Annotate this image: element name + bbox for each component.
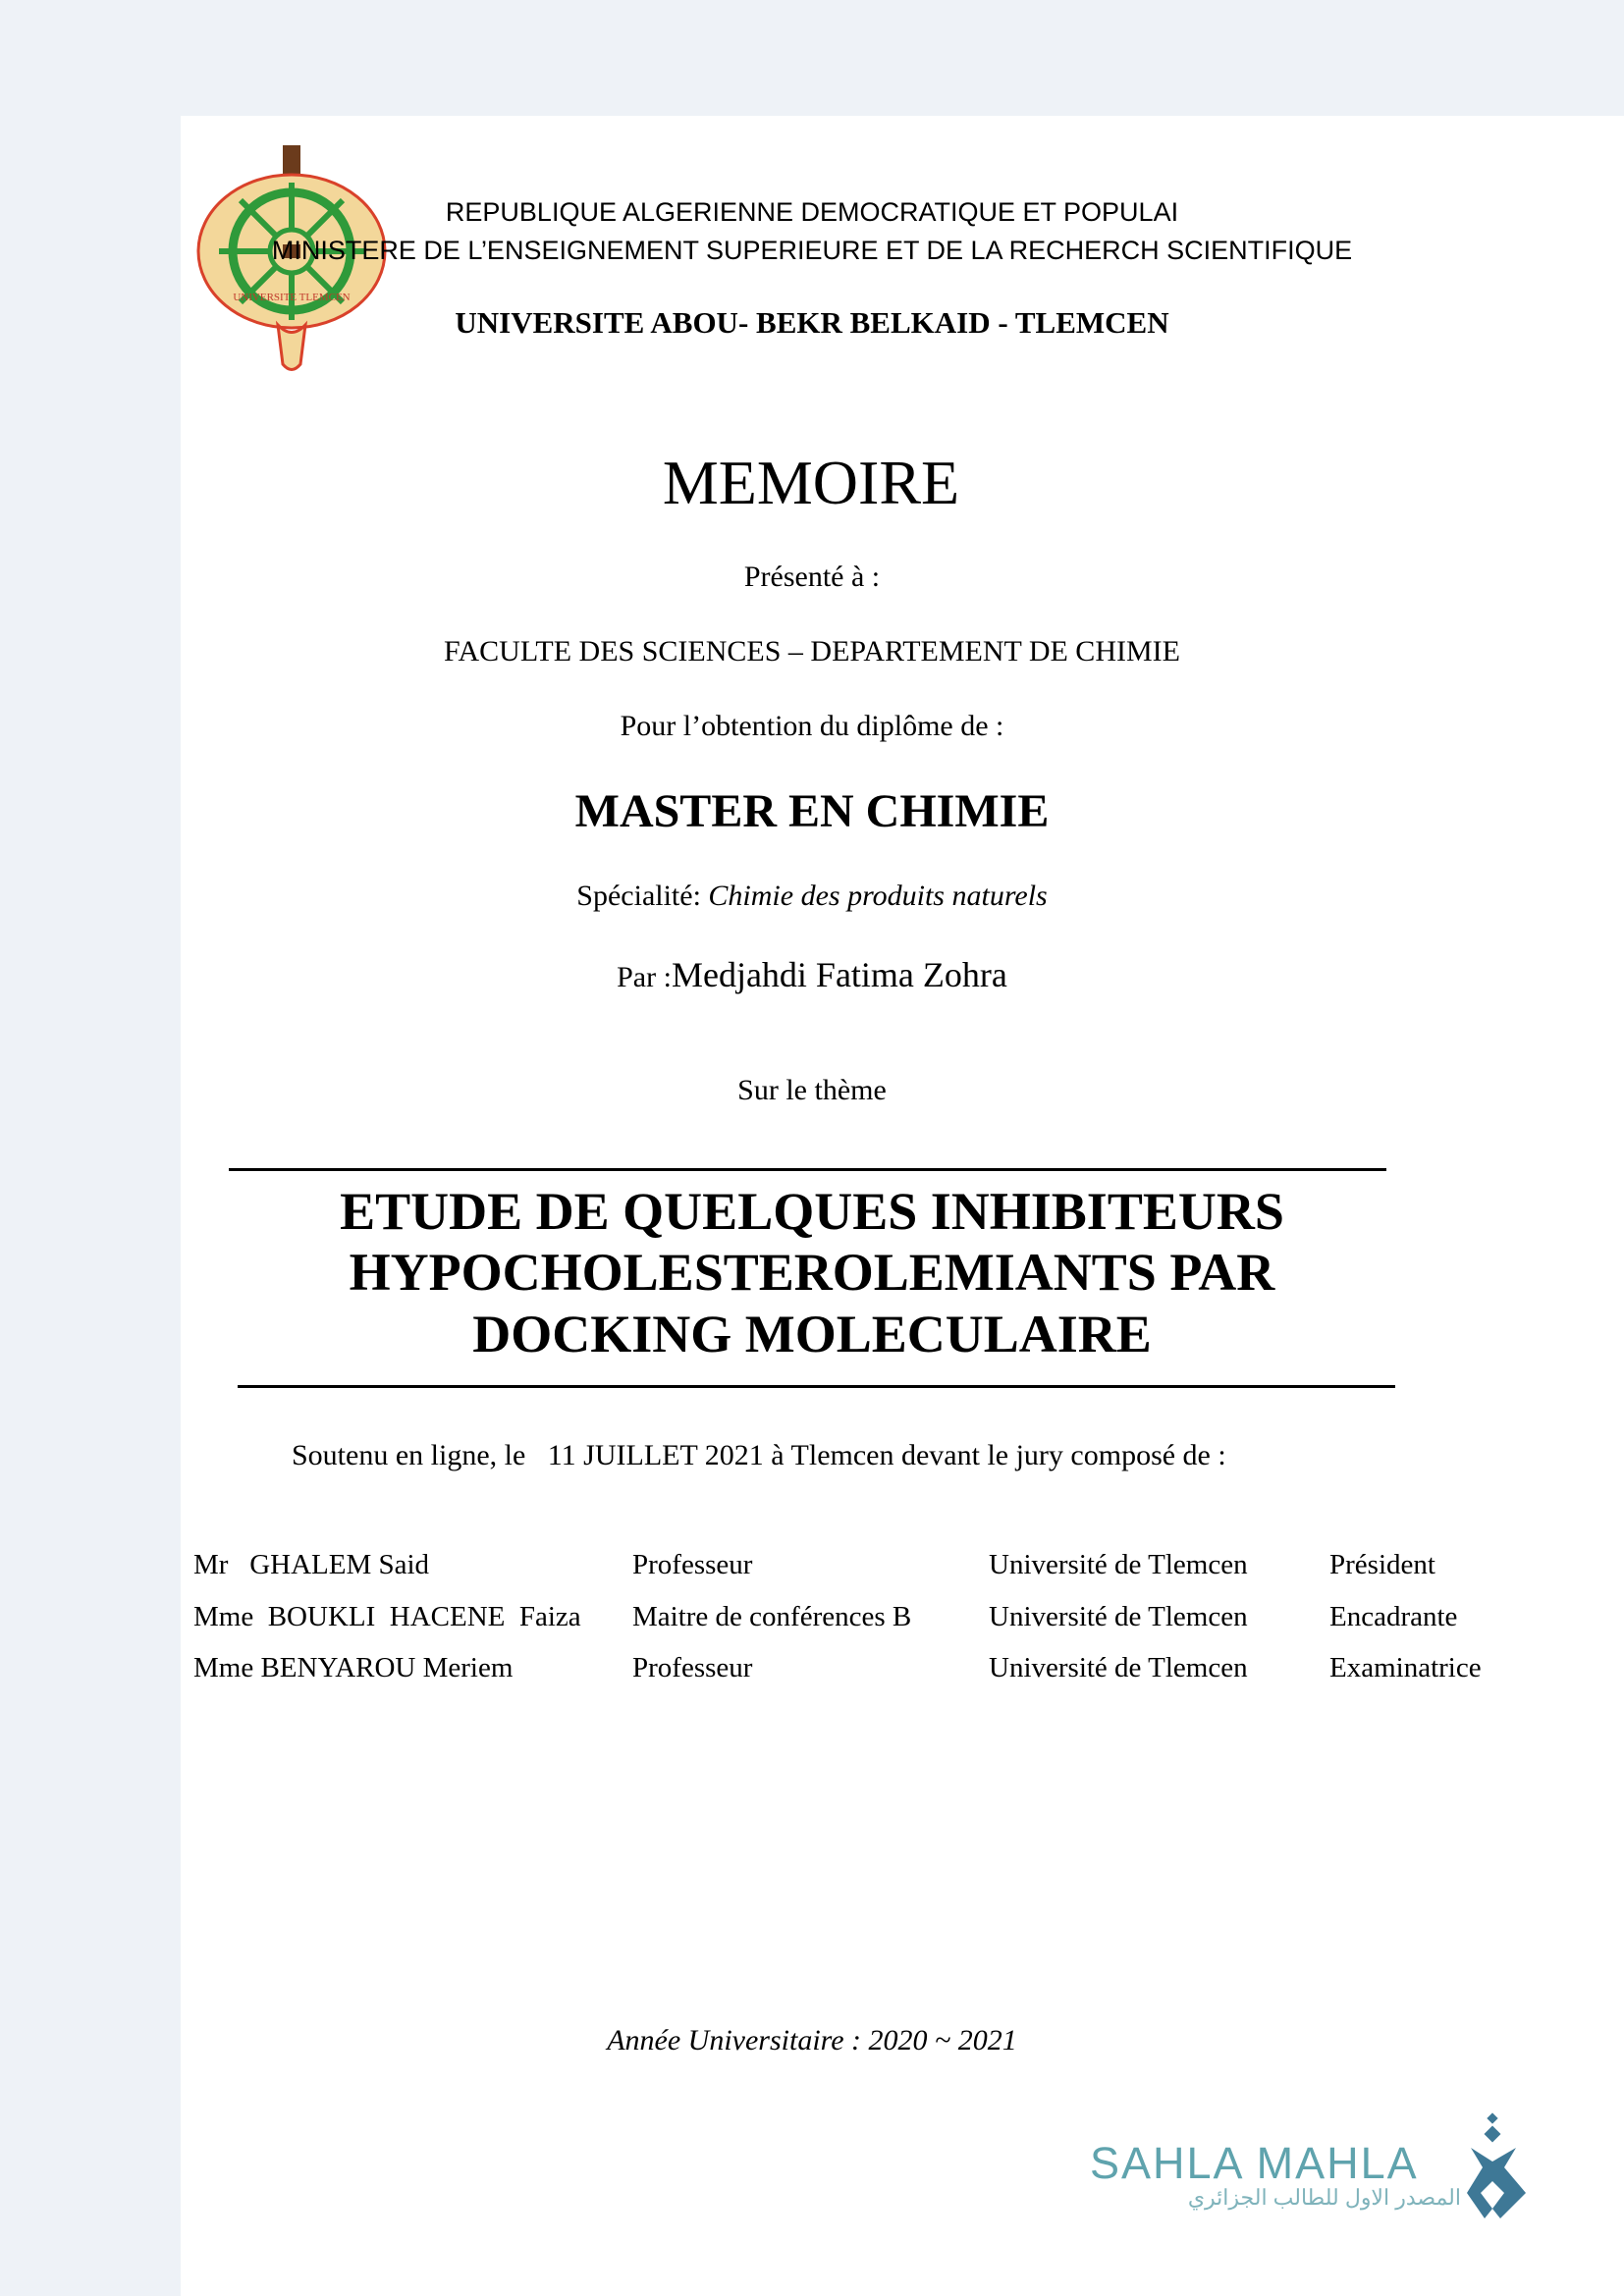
thesis-title-line-3: DOCKING MOLECULAIRE bbox=[472, 1305, 1152, 1363]
republic-heading: REPUBLIQUE ALGERIENNE DEMOCRATIQUE ET POPULAI bbox=[445, 197, 1179, 227]
jury-name: Mr GHALEM Said bbox=[193, 1549, 430, 1580]
jury-role: Encadrante bbox=[1329, 1601, 1458, 1632]
jury-grade: Maitre de conférences B bbox=[632, 1601, 912, 1632]
jury-institution: Université de Tlemcen bbox=[989, 1549, 1248, 1580]
obtention-label: Pour l’obtention du diplôme de : bbox=[620, 710, 1004, 742]
sahla-mahla-logo bbox=[1088, 2112, 1530, 2222]
title-rule-top bbox=[229, 1168, 1386, 1171]
jury-institution: Université de Tlemcen bbox=[989, 1601, 1248, 1632]
thesis-title-line-2: HYPOCHOLESTEROLEMIANTS PAR bbox=[349, 1243, 1275, 1302]
author bbox=[0, 957, 1624, 992]
author-label: Par : bbox=[617, 961, 672, 993]
brand-tagline: المصدر الاول للطالب الجزائري bbox=[1187, 2185, 1461, 2210]
document-type bbox=[0, 448, 1624, 517]
degree: MASTER EN CHIMIE bbox=[574, 785, 1050, 837]
author-name: Medjahdi Fatima Zohra bbox=[671, 955, 1007, 994]
jury-grade: Professeur bbox=[632, 1549, 753, 1580]
jury-grade: Professeur bbox=[632, 1652, 753, 1683]
jury-role: Président bbox=[1329, 1549, 1435, 1580]
speciality-value: Chimie des produits naturels bbox=[708, 880, 1048, 912]
jury-role: Examinatrice bbox=[1329, 1652, 1482, 1683]
defense-statement: Soutenu en ligne, le 11 JUILLET 2021 à Tlemcen devant le jury composé de : bbox=[292, 1439, 1226, 1471]
speciality bbox=[0, 881, 1624, 911]
presented-to: Présenté à : bbox=[743, 561, 881, 593]
jury-name: Mme BENYAROU Meriem bbox=[193, 1652, 514, 1683]
thesis-title-line-1: ETUDE DE QUELQUES INHIBITEURS bbox=[340, 1182, 1284, 1241]
faculty: FACULTE DES SCIENCES – DEPARTEMENT DE CHIMIE bbox=[444, 635, 1180, 667]
brand-name: SAHLA MAHLA bbox=[1090, 2138, 1419, 2188]
document-type-text: MEMOIRE bbox=[662, 448, 960, 517]
jury-name: Mme BOUKLI HACENE Faiza bbox=[193, 1601, 581, 1632]
speciality-label: Spécialité: bbox=[576, 880, 709, 912]
jury-institution: Université de Tlemcen bbox=[989, 1652, 1248, 1683]
svg-text:UNIVERSITE TLEMCEN: UNIVERSITE TLEMCEN bbox=[233, 292, 351, 303]
theme-label: Sur le thème bbox=[737, 1074, 887, 1106]
university-name: UNIVERSITE ABOU- BEKR BELKAID - TLEMCEN bbox=[455, 305, 1169, 340]
title-rule-bottom bbox=[238, 1385, 1395, 1388]
ministry-heading: MINISTERE DE L’ENSEIGNEMENT SUPERIEURE ET DE LA RECHERCH SCIENTIFIQUE bbox=[271, 236, 1353, 265]
academic-year: Année Universitaire : 2020 ~ 2021 bbox=[607, 2024, 1017, 2056]
calligraphy-icon bbox=[1465, 2112, 1530, 2222]
